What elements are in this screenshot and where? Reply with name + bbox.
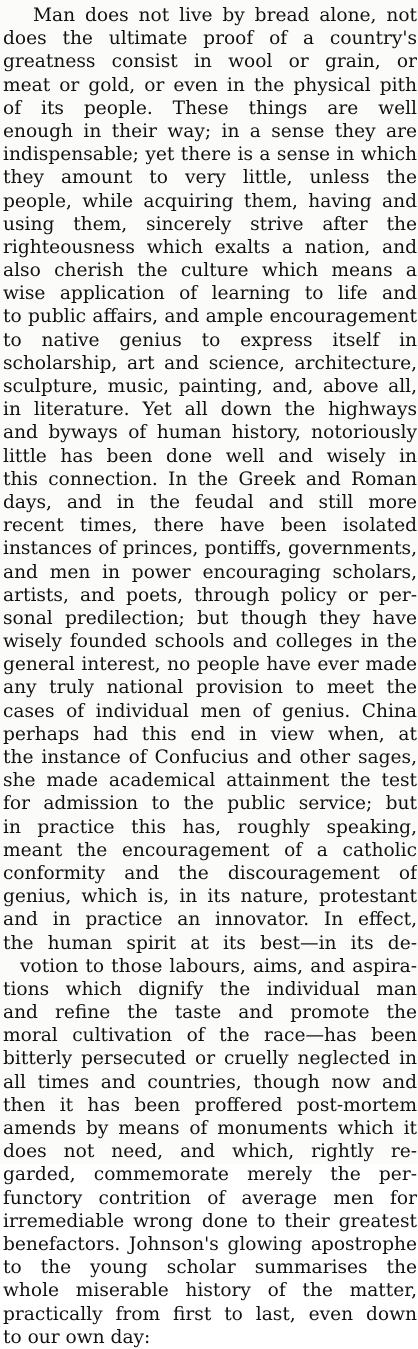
text-line: irremediable wrong done to their greatest [3,1210,417,1232]
text-line: perhaps had this end in view when, at [3,723,417,745]
text-line: greatness consist in wool or grain, or [3,51,417,73]
text-line: this connection. In the Greek and Roman [3,468,417,490]
text-line: to our own day: [3,1326,151,1348]
text-line: wise application of learning to life and [3,283,417,305]
text-line: to native genius to express itself in [3,329,417,351]
text-line: for admission to the public service; but [3,793,417,815]
text-line: sonal predilection; but though they have [3,607,417,629]
text-line: little has been done well and wisely in [3,445,417,467]
text-line: to the young scholar summarises the [3,1257,417,1279]
text-line: she made academical attainment the test [3,770,417,792]
text-line: does not need, and which, rightly re- [3,1141,417,1163]
text-line: then it has been proffered post-mortem [3,1094,417,1116]
text-line: the instance of Confucius and other sages, [3,747,417,768]
text-line: functory contrition of average men for [3,1187,417,1209]
text-line: meat or gold, or even in the physical pith [3,74,417,96]
text-line: practically from first to last, even down [3,1303,417,1325]
text-line: enough in their way; in a sense they are [3,120,417,142]
text-line: righteousness which exalts a nation, and [3,236,417,258]
text-line: to public affairs, and ample encouragement [3,306,417,328]
text-line: general interest, no people have ever made [3,654,417,676]
text-line: bitterly persecuted or cruelly neglected in [3,1048,417,1070]
text-line: moral cultivation of the race—has been [3,1025,417,1047]
text-line: instances of princes, pontiffs, governments, [3,538,417,560]
text-line: whole miserable history of the matter, [3,1280,417,1302]
text-line: and men in power encouraging scholars, [3,561,417,583]
text-line: does the ultimate proof of a country's [3,28,417,50]
text-line: amends by means of monuments which it [3,1118,417,1139]
text-line: they amount to very little, unless the [3,167,417,189]
text-line: and in practice an innovator. In effect, [3,909,417,931]
text-line: garded, commemorate merely the per- [3,1164,417,1186]
text-line: in practice this has, roughly speaking, [3,816,417,838]
text-line: in literature. Yet all down the highways [3,399,417,421]
text-line: votion to those labours, aims, and aspira- [20,955,417,977]
text-line: people, while acquiring them, having and [3,190,417,212]
text-line: of its people. These things are well [3,97,417,119]
text-line: all times and countries, though now and [3,1071,417,1093]
text-line: conformity and the discouragement of [3,862,417,884]
text-line: also cherish the culture which means a [3,260,417,282]
text-line: days, and in the feudal and still more [3,491,417,513]
text-line: using them, sincerely strive after the [3,213,417,235]
text-line: sculpture, music, painting, and, above all, [3,376,417,397]
text-line: the human spirit at its best—in its de- [3,932,417,954]
text-line: scholarship, art and science, architecture, [3,352,417,374]
text-line: wisely founded schools and colleges in the [3,631,417,653]
text-line: indispensable; yet there is a sense in which [3,144,417,166]
text-line: meant the encouragement of a catholic [3,839,417,861]
text-line: Man does not live by bread alone, not [33,5,417,26]
text-line: artists, and poets, through policy or per- [3,584,417,606]
text-line: cases of individual men of genius. China [3,700,417,722]
text-line: and refine the taste and promote the [3,1002,417,1024]
text-line: tions which dignify the individual man [3,978,417,1000]
text-line: and byways of human history, notoriously [3,422,417,444]
text-line: recent times, there have been isolated [3,515,417,537]
text-line: benefactors. Johnson's glowing apostrophe [3,1233,417,1255]
text-line: any truly national provision to meet the [3,677,417,699]
text-line: genius, which is, in its nature, protestant [3,886,417,908]
